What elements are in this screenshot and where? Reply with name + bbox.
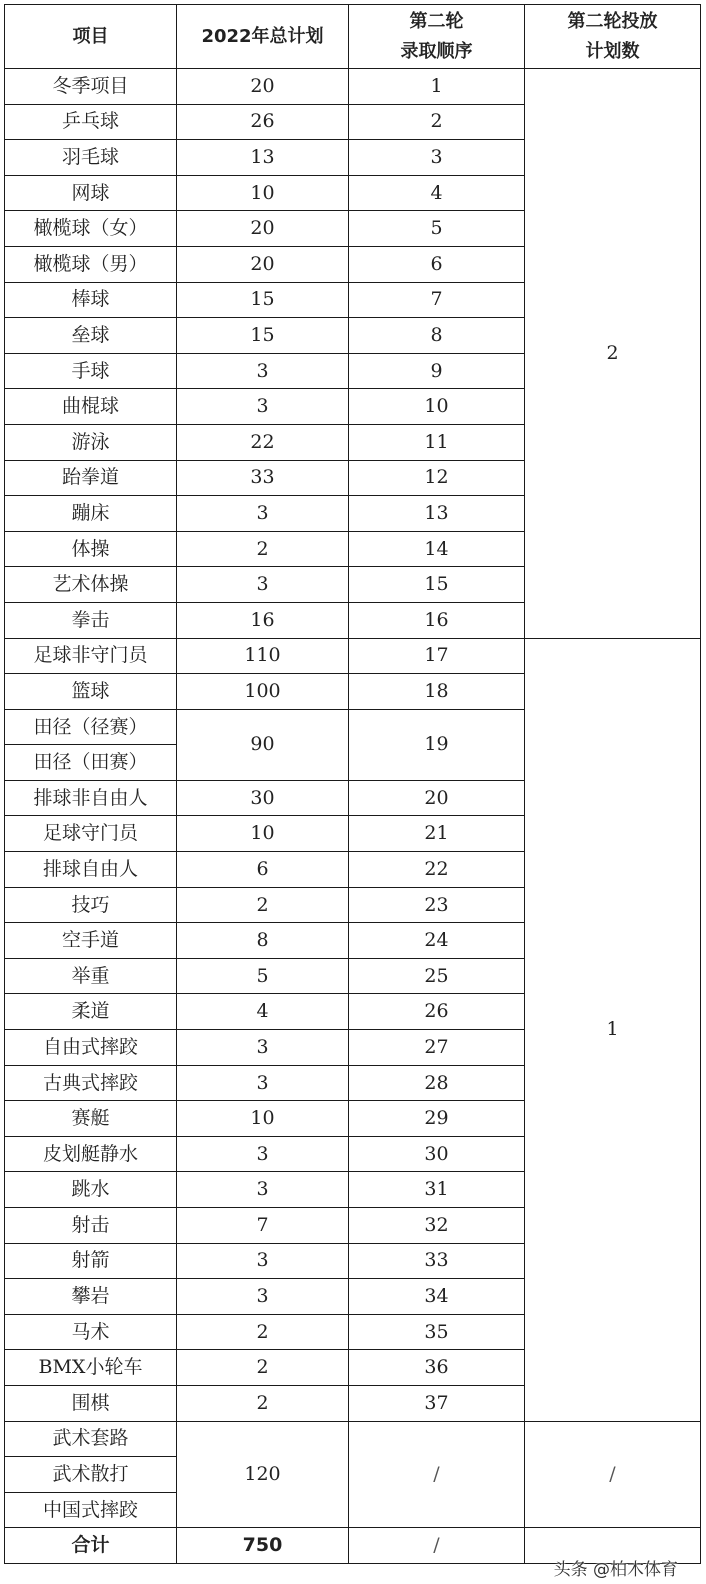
project-name-cell: 田径（田赛）: [5, 745, 177, 781]
project-name-cell: 网球: [5, 175, 177, 211]
plan-count-cell: 3: [177, 1136, 349, 1172]
project-name-cell: 皮划艇静水: [5, 1136, 177, 1172]
project-name-cell: 举重: [5, 958, 177, 994]
plan-count-cell: 30: [177, 780, 349, 816]
project-name-cell: 游泳: [5, 424, 177, 460]
total-order: /: [349, 1528, 525, 1564]
release-count-cell: 2: [525, 69, 701, 639]
admission-order-cell: 3: [349, 140, 525, 176]
plan-count-cell: 3: [177, 1065, 349, 1101]
admission-order-cell: 17: [349, 638, 525, 674]
project-name-cell: 曲棍球: [5, 389, 177, 425]
plan-count-cell: 26: [177, 104, 349, 140]
plan-count-cell: 3: [177, 389, 349, 425]
project-name-cell: 赛艇: [5, 1101, 177, 1137]
admission-order-cell: 19: [349, 709, 525, 780]
project-name-cell: 空手道: [5, 923, 177, 959]
project-name-cell: 射箭: [5, 1243, 177, 1279]
admission-order-cell: 8: [349, 318, 525, 354]
project-name-cell: 自由式摔跤: [5, 1030, 177, 1066]
header-project: 项目: [5, 5, 177, 69]
plan-count-cell: 2: [177, 1314, 349, 1350]
table-row: [5, 69, 701, 105]
admission-order-cell: 28: [349, 1065, 525, 1101]
project-name-cell: 手球: [5, 353, 177, 389]
plan-count-cell: 10: [177, 175, 349, 211]
admission-order-cell: 6: [349, 246, 525, 282]
admission-order-cell: 27: [349, 1030, 525, 1066]
project-name-cell: 足球守门员: [5, 816, 177, 852]
plan-count-cell: 4: [177, 994, 349, 1030]
project-name-cell: 跳水: [5, 1172, 177, 1208]
header-release-line1: 第二轮投放: [567, 10, 658, 32]
release-count-cell: /: [525, 1421, 701, 1528]
plan-count-cell: 2: [177, 531, 349, 567]
plan-count-cell: 3: [177, 1243, 349, 1279]
table-body: [5, 5, 701, 1564]
admission-order-cell: /: [349, 1421, 525, 1528]
project-name-cell: 艺术体操: [5, 567, 177, 603]
admission-order-cell: 10: [349, 389, 525, 425]
project-name-cell: 拳击: [5, 602, 177, 638]
plan-count-cell: 2: [177, 1350, 349, 1386]
admission-order-cell: 32: [349, 1208, 525, 1244]
admission-order-cell: 20: [349, 780, 525, 816]
plan-count-cell: 100: [177, 674, 349, 710]
plan-count-cell: 20: [177, 211, 349, 247]
plan-count-cell: 120: [177, 1421, 349, 1528]
admission-order-cell: 2: [349, 104, 525, 140]
admission-order-cell: 29: [349, 1101, 525, 1137]
project-name-cell: 中国式摔跤: [5, 1492, 177, 1528]
project-name-cell: 田径（径赛）: [5, 709, 177, 745]
project-name-cell: 射击: [5, 1208, 177, 1244]
plan-count-cell: 3: [177, 567, 349, 603]
admission-order-cell: 26: [349, 994, 525, 1030]
admission-order-cell: 30: [349, 1136, 525, 1172]
plan-count-cell: 13: [177, 140, 349, 176]
admission-order-cell: 1: [349, 69, 525, 105]
admission-order-cell: 34: [349, 1279, 525, 1315]
project-name-cell: 攀岩: [5, 1279, 177, 1315]
project-name-cell: 棒球: [5, 282, 177, 318]
admission-order-cell: 15: [349, 567, 525, 603]
plan-count-cell: 5: [177, 958, 349, 994]
project-name-cell: 古典式摔跤: [5, 1065, 177, 1101]
project-name-cell: 跆拳道: [5, 460, 177, 496]
header-plan: 2022年总计划: [177, 5, 349, 69]
header-release-line2: 计划数: [585, 40, 640, 62]
admission-order-cell: 36: [349, 1350, 525, 1386]
header-row: [5, 5, 701, 69]
admission-order-cell: 18: [349, 674, 525, 710]
plan-count-cell: 10: [177, 816, 349, 852]
plan-count-cell: 90: [177, 709, 349, 780]
plan-count-cell: 6: [177, 852, 349, 888]
admission-order-cell: 21: [349, 816, 525, 852]
project-name-cell: 体操: [5, 531, 177, 567]
admission-order-cell: 16: [349, 602, 525, 638]
admission-order-cell: 35: [349, 1314, 525, 1350]
project-name-cell: 马术: [5, 1314, 177, 1350]
plan-count-cell: 22: [177, 424, 349, 460]
project-name-cell: 羽毛球: [5, 140, 177, 176]
plan-count-cell: 3: [177, 353, 349, 389]
total-label: 合计: [5, 1528, 177, 1564]
plan-count-cell: 15: [177, 318, 349, 354]
admission-order-cell: 12: [349, 460, 525, 496]
plan-count-cell: 33: [177, 460, 349, 496]
plan-count-cell: 3: [177, 1172, 349, 1208]
plan-count-cell: 3: [177, 496, 349, 532]
header-order-line2: 录取顺序: [400, 40, 473, 62]
admission-order-cell: 23: [349, 887, 525, 923]
project-name-cell: 篮球: [5, 674, 177, 710]
project-name-cell: 蹦床: [5, 496, 177, 532]
release-count-cell: 1: [525, 638, 701, 1421]
header-order-line1: 第二轮: [409, 10, 464, 32]
project-name-cell: 排球自由人: [5, 852, 177, 888]
project-name-cell: 橄榄球（男）: [5, 246, 177, 282]
admission-order-cell: 7: [349, 282, 525, 318]
admission-order-cell: 37: [349, 1385, 525, 1421]
admission-order-cell: 33: [349, 1243, 525, 1279]
header-release: [525, 5, 701, 69]
project-name-cell: 冬季项目: [5, 69, 177, 105]
plan-count-cell: 15: [177, 282, 349, 318]
plan-count-cell: 10: [177, 1101, 349, 1137]
admission-order-cell: 14: [349, 531, 525, 567]
plan-count-cell: 3: [177, 1030, 349, 1066]
plan-count-cell: 7: [177, 1208, 349, 1244]
project-name-cell: 技巧: [5, 887, 177, 923]
project-name-cell: 足球非守门员: [5, 638, 177, 674]
project-name-cell: 垒球: [5, 318, 177, 354]
table-row: [5, 638, 701, 674]
admission-plan-table: [4, 4, 701, 1564]
project-name-cell: 武术散打: [5, 1457, 177, 1493]
project-name-cell: 围棋: [5, 1385, 177, 1421]
plan-count-cell: 2: [177, 1385, 349, 1421]
project-name-cell: BMX小轮车: [5, 1350, 177, 1386]
admission-order-cell: 13: [349, 496, 525, 532]
plan-count-cell: 2: [177, 887, 349, 923]
admission-order-cell: 24: [349, 923, 525, 959]
admission-order-cell: 22: [349, 852, 525, 888]
header-order: [349, 5, 525, 69]
admission-order-cell: 25: [349, 958, 525, 994]
plan-count-cell: 16: [177, 602, 349, 638]
table-row: [5, 1421, 701, 1457]
admission-order-cell: 31: [349, 1172, 525, 1208]
plan-count-cell: 3: [177, 1279, 349, 1315]
project-name-cell: 柔道: [5, 994, 177, 1030]
project-name-cell: 乒乓球: [5, 104, 177, 140]
admission-order-cell: 5: [349, 211, 525, 247]
project-name-cell: 武术套路: [5, 1421, 177, 1457]
plan-count-cell: 20: [177, 246, 349, 282]
total-plan: 750: [177, 1528, 349, 1564]
plan-count-cell: 8: [177, 923, 349, 959]
watermark: 头条 @柏木体育: [553, 1560, 678, 1580]
plan-count-cell: 110: [177, 638, 349, 674]
project-name-cell: 橄榄球（女）: [5, 211, 177, 247]
admission-order-cell: 9: [349, 353, 525, 389]
project-name-cell: 排球非自由人: [5, 780, 177, 816]
admission-order-cell: 11: [349, 424, 525, 460]
plan-count-cell: 20: [177, 69, 349, 105]
admission-order-cell: 4: [349, 175, 525, 211]
